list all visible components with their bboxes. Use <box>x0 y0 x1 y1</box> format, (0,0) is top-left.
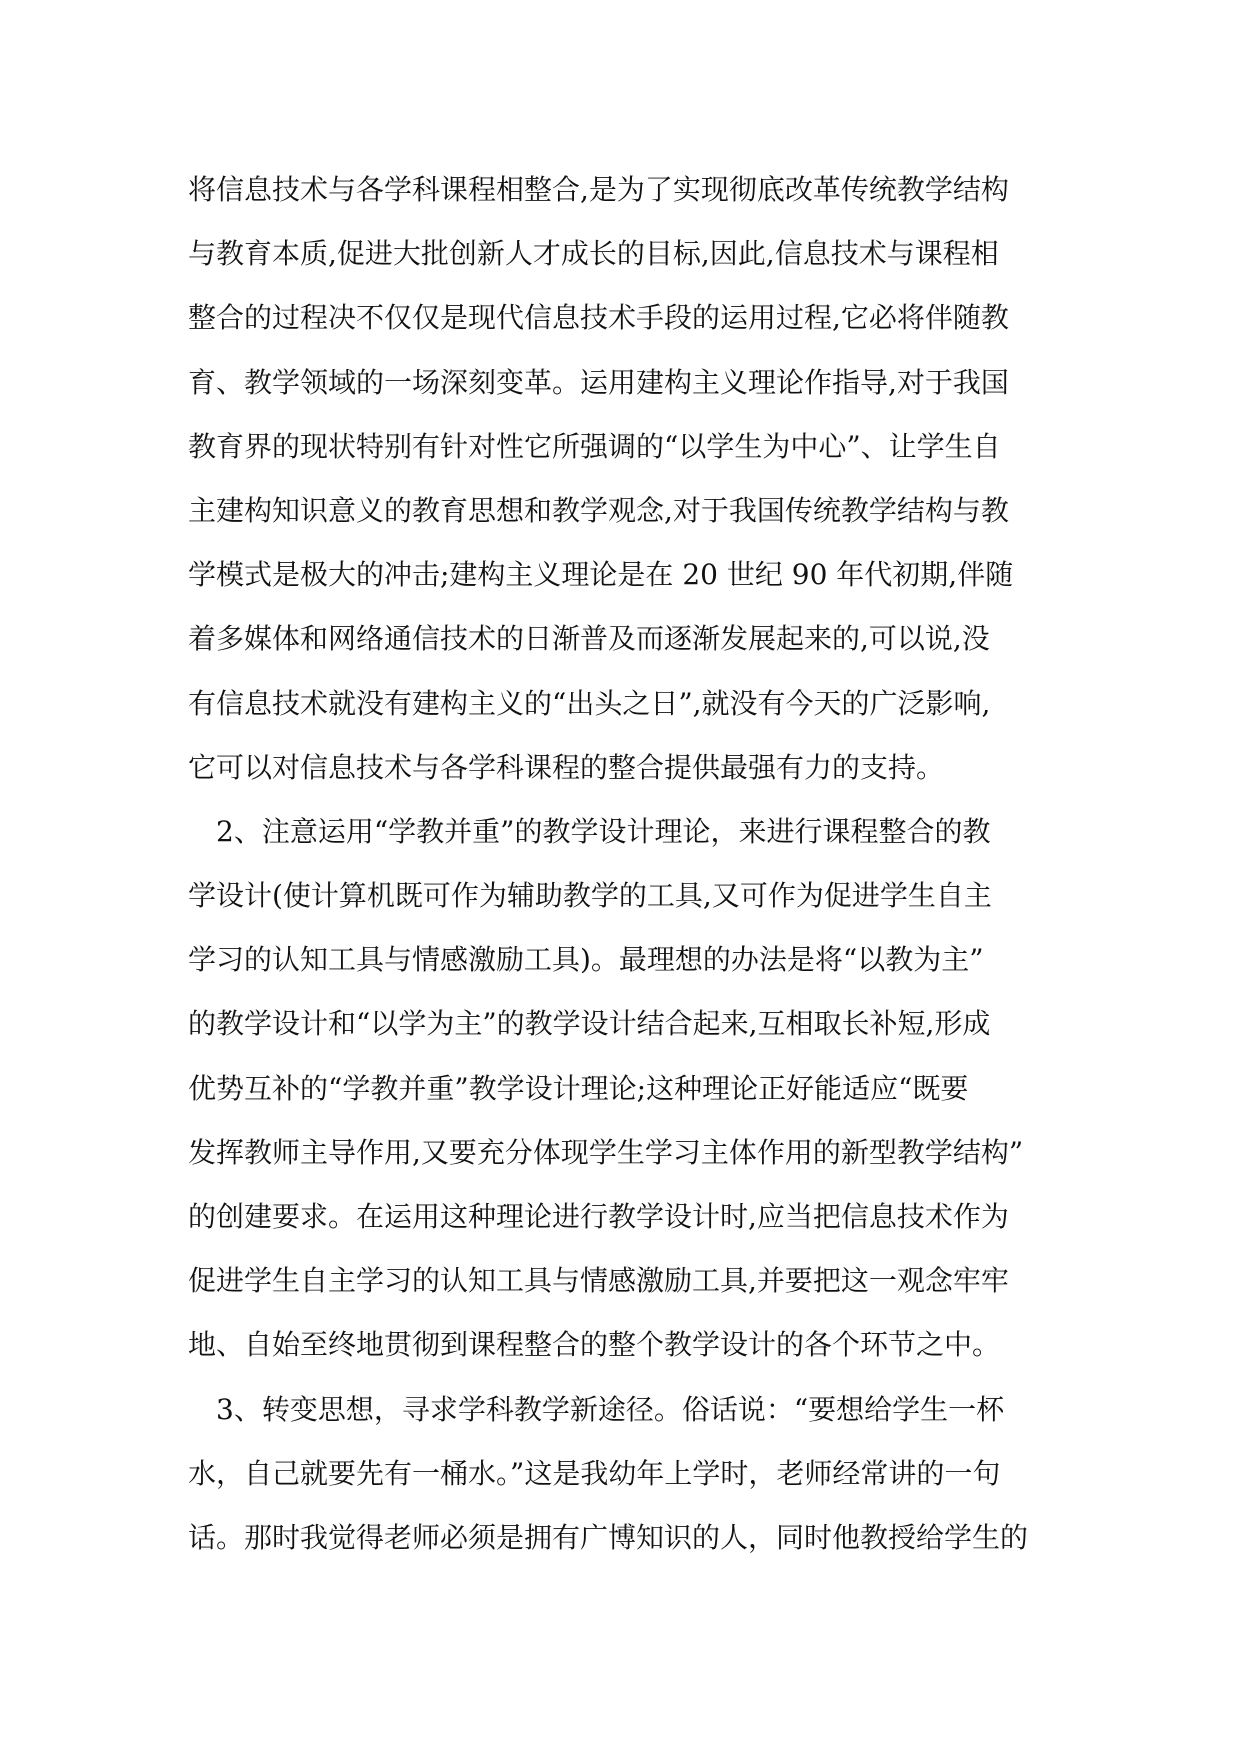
text-line: 育、教学领域的一场深刻变革。运用建构主义理论作指导,对于我国 <box>188 365 1009 399</box>
text-line: 学模式是极大的冲击;建构主义理论是在 20 世纪 90 年代初期,伴随 <box>188 558 1014 592</box>
text-line: 促进学生自主学习的认知工具与情感激励工具,并要把这一观念牢牢 <box>188 1264 1009 1298</box>
text-line: 优势互补的“学教并重”教学设计理论;这种理论正好能适应“既要 <box>188 1071 969 1105</box>
text-line: 将信息技术与各学科课程相整合,是为了实现彻底改革传统教学结构 <box>188 173 1009 206</box>
body-text <box>188 158 1058 1570</box>
text-line: 整合的过程决不仅仅是现代信息技术手段的运用过程,它必将伴随教 <box>188 301 1009 335</box>
text-line: 2、注意运用“学教并重”的教学设计理论，来进行课程整合的教 <box>188 814 991 848</box>
text-line: 的教学设计和“以学为主”的教学设计结合起来,互相取长补短,形成 <box>188 1007 991 1041</box>
text-line: 学习的认知工具与情感激励工具)。最理想的办法是将“以教为主” <box>188 943 984 977</box>
text-line: 有信息技术就没有建构主义的“出头之日”,就没有今天的广泛影响, <box>188 686 991 720</box>
text-line: 学设计(使计算机既可作为辅助教学的工具,又可作为促进学生自主 <box>188 879 992 913</box>
text-line: 着多媒体和网络通信技术的日渐普及而逐渐发展起来的,可以说,没 <box>188 622 990 656</box>
text-line: 话。那时我觉得老师必须是拥有广博知识的人，同时他教授给学生的 <box>188 1520 1029 1554</box>
text-line: 的创建要求。在运用这种理论进行教学设计时,应当把信息技术作为 <box>188 1200 1009 1233</box>
text-line: 与教育本质,促进大批创新人才成长的目标,因此,信息技术与课程相 <box>188 237 999 271</box>
text-line: 教育界的现状特别有针对性它所强调的“以学生为中心”、让学生自 <box>188 429 1001 463</box>
text-line: 发挥教师主导作用,又要充分体现学生学习主体作用的新型教学结构” <box>188 1135 1024 1169</box>
text-line: 主建构知识意义的教育思想和教学观念,对于我国传统教学结构与教 <box>188 493 1009 527</box>
text-line: 水，自己就要先有一桶水。”这是我幼年上学时，老师经常讲的一句 <box>188 1456 1001 1490</box>
text-line: 地、自始至终地贯彻到课程整合的整个教学设计的各个环节之中。 <box>188 1328 1001 1362</box>
text-line: 它可以对信息技术与各学科课程的整合提供最强有力的支持。 <box>188 750 945 784</box>
text-line: 3、转变思想，寻求学科教学新途径。俗话说：“要想给学生一杯 <box>188 1392 1005 1426</box>
